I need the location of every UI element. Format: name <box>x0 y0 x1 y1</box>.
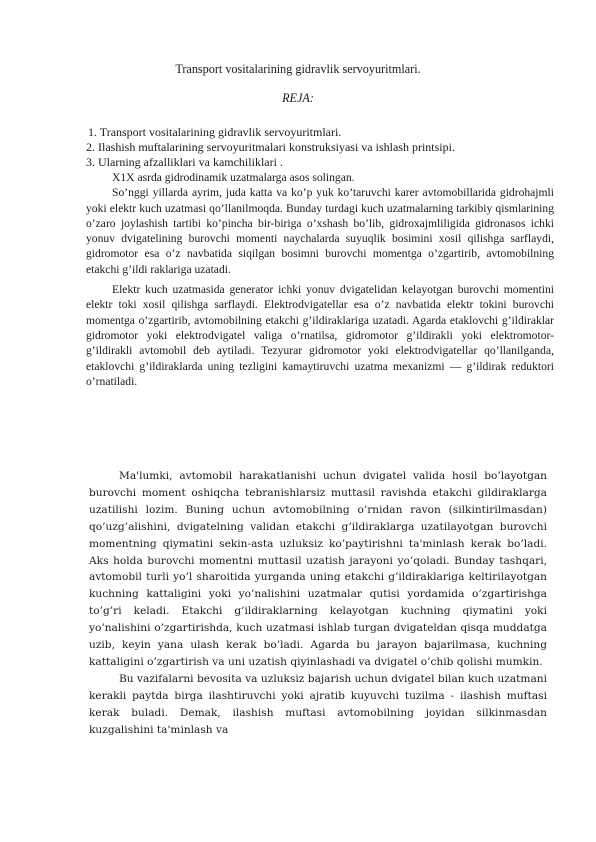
plan-item: 1. Transport vositalarining gidravlik servoyuritmlari. <box>88 125 342 139</box>
section-two <box>89 468 547 739</box>
paragraph: Ma'lumki, avtomobil harakatlanishi uchun dvigatel valida hosil bo’layotgan burovchi moment oshiqcha tebranishlarsiz muttasil ravishda etakchi gildiraklarga uzatilishi lozim. Buning uchun avtomobilning o’rnidan ravon (silkintirilmasdan) qo’uzg’alishini, dvigatelning validan etakchi g’ildiraklarga uzatilayotgan burovchi momentning qiymatini sekin-asta uzluksiz ko’paytirishni ta'minlash kerak bo’ladi. Aks holda burovchi momentni muttasil uzatish jarayoni yo’qoladi. Bunday tashqari, avtomobil turli yo’l sharoitida yurganda uning etakchi g’ildiraklariga keltirilayotgan kuchning kattaligini yoki yo’nalishini uzatmalar qutisi yordamida o’zgartirishga to’g’ri keladi. Etakchi g’ildiraklarning kelayotgan kuchning qiymatini yoki yo’nalishini o’zgartirishda, kuch uzatmasi ishlab turgan dvigateldan qisqa muddatga uzib, keyin yana ulash kerak bo’ladi. Agarda bu jarayon bajarilmasa, kuchning kattaligini o’zgartirish va uni uzatish qiyinlashadi va dvigatel o’chib qolishi mumkin. <box>89 470 547 668</box>
paragraph: Bu vazifalarni bevosita va uzluksiz bajarish uchun dvigatel bilan kuch uzatmani kerakli paytda birga ilashtiruvchi yoki ajratib kuyuvchi tuzilma - ilashish muftasi kerak buladi. Demak, ilashish muftasi avtomobilning joyidan silkinmasdan kuzgalishini ta'minlash va <box>89 672 547 736</box>
plan-list <box>86 125 556 170</box>
plan-item: 2. Ilashish muftalarining servoyuritmalari konstruksiyasi va ishlash printsipi. <box>86 140 455 154</box>
paragraph: Elektr kuch uzatmasida generator ichki yonuv dvigatelidan kelayotgan burovchi momentini elektr toki xosil qilishga sarflaydi. Elektrodvigatellar esa o’z navbatida elektr tokini burovchi momentga o’zgartirib, avtomobilning etakchi g’ildiraklariga uzatadi. Agarda etaklovchi g’ildiraklar gidromotor yoki elektrodvigatel valiga o’rnatilsa, gidromotor g’ildirakli yoki elektromotor-g’ildirakli avtomobil deb aytiladi. Tezyurar gidromotor yoki elektrodvigatellar qo’llanilganda, etaklovchi g’ildiraklarda uning tezligini kamaytiruvchi uzatma mexanizmi — g’ildirak reduktori o’rnatiladi. <box>86 283 554 388</box>
section-one <box>86 170 554 389</box>
paragraph: X1X asrda gidrodinamik uzatmalarga asos solingan. <box>112 171 355 184</box>
plan-heading: REJA: <box>282 91 314 105</box>
document-title: Transport vositalarining gidravlik servoyuritmlari. <box>175 62 421 76</box>
paragraph: So’nggi yillarda ayrim, juda katta va ko’p yuk ko’taruvchi karer avtomobillarida gidrohajmli yoki elektr kuch uzatmasi qo’llanilmoqda. Bunday turdagi kuch uzatmalarning tarkibiy qismlarining o’zaro joylashish tartibi ko’pincha bir-biriga o’xshash bo’lib, gidroxajmliligida gidronasos ichki yonuv dvigatelining burovchi momenti naychalarda suyuqlik bosimini xosil qilishga sarflaydi, gidromotor esa o’z navbatida siqilgan bosimni burovchi momentga o’zgartirib, avtomobilning etakchi g’ildi raklariga uzatadi. <box>86 186 554 276</box>
plan-item: 3. Ularning afzalliklari va kamchiliklari . <box>86 155 283 169</box>
